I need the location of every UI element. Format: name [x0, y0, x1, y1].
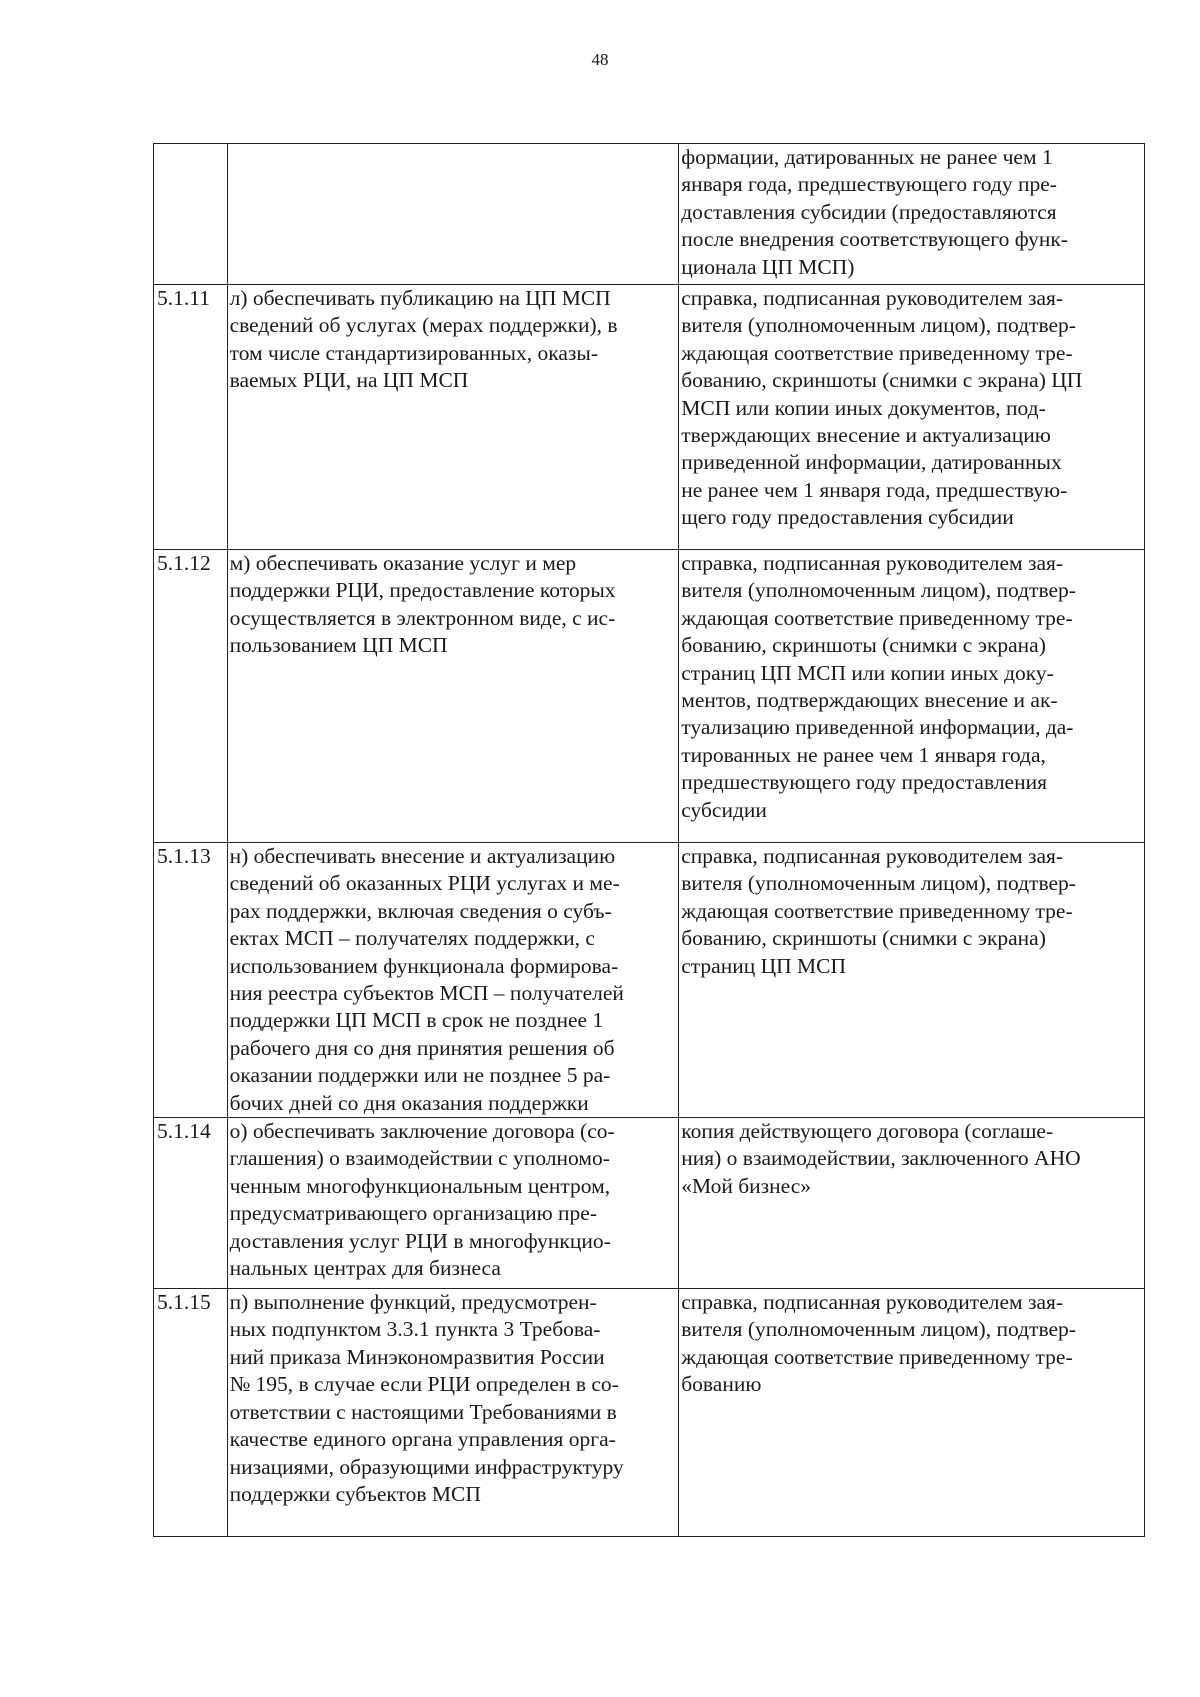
- document-text-line: справка, подписанная руководителем зая-: [681, 844, 1064, 868]
- requirement-text-line: осуществляется в электронном виде, с ис-: [229, 605, 616, 630]
- item-number-cell: 5.1.15: [154, 1289, 228, 1537]
- item-number-cell: 5.1.13: [154, 843, 228, 1118]
- requirement-text-line: оказании поддержки или не позднее 5 ра-: [229, 1063, 611, 1088]
- requirement-text-line: н) обеспечивать внесение и актуализацию: [229, 844, 616, 868]
- requirement-text-line: предусматривающего организацию пре-: [229, 1201, 597, 1226]
- requirement-text-line: глашения) о взаимодействии с уполномо-: [229, 1146, 610, 1171]
- item-number-cell: 5.1.14: [154, 1118, 228, 1289]
- document-text-line: тверждающих внесение и актуализацию: [681, 423, 1051, 448]
- requirement-text-line: л) обеспечивать публикацию на ЦП МСП: [229, 286, 611, 310]
- requirement-text-line: качестве единого органа управления орга-: [229, 1427, 616, 1452]
- requirement-text-line: ния реестра субъектов МСП – получателей: [229, 981, 624, 1006]
- document-text-line: вителя (уполномоченным лицом), подтвер-: [681, 313, 1076, 338]
- document-text-line: ждающая соответствие приведенному тре-: [681, 340, 1073, 365]
- requirement-text-line: низациями, образующими инфраструктуру: [229, 1454, 624, 1479]
- table-row: [154, 1118, 1145, 1289]
- requirement-text-line: ответствии с настоящими Требованиями в: [229, 1399, 617, 1424]
- requirement-text-line: поддержки ЦП МСП в срок не позднее 1: [229, 1008, 604, 1033]
- document-text-line: бованию, скриншоты (снимки с экрана) ЦП: [681, 368, 1083, 393]
- requirement-text-line: использованием функционала формирова-: [229, 953, 619, 978]
- table-row: [154, 144, 1145, 285]
- requirement-text-line: рабочего дня со дня принятия решения об: [229, 1035, 615, 1060]
- document-text-line: ния) о взаимодействии, заключенного АНО: [681, 1146, 1081, 1171]
- requirement-cell: [227, 144, 679, 285]
- document-text-line: бованию, скриншоты (снимки с экрана): [681, 926, 1046, 951]
- table-row: [154, 843, 1145, 1118]
- requirement-text-line: пользованием ЦП МСП: [229, 633, 448, 658]
- requirement-text-line: поддержки субъектов МСП: [229, 1481, 481, 1506]
- document-text-line: бованию: [681, 1372, 762, 1397]
- requirement-text-line: ний приказа Минэкономразвития России: [229, 1344, 605, 1369]
- document-text-line: ментов, подтверждающих внесение и ак-: [681, 688, 1058, 713]
- item-number-cell: [154, 144, 228, 285]
- requirement-cell: [227, 1289, 679, 1537]
- document-text-line: тированных не ранее чем 1 января года,: [681, 742, 1046, 767]
- page-number: 48: [591, 50, 609, 69]
- document-cell: [679, 843, 1145, 1118]
- requirement-cell: [227, 843, 679, 1118]
- requirement-text-line: сведений об услугах (мерах поддержки), в: [229, 313, 618, 338]
- table-row: [154, 285, 1145, 550]
- document-text-line: субсидии: [681, 797, 767, 822]
- requirement-text-line: ектах МСП – получателях поддержки, с: [229, 926, 595, 951]
- document-text-line: не ранее чем 1 января года, предшествую-: [681, 477, 1068, 502]
- requirements-table: [153, 143, 1145, 1537]
- requirement-text-line: ваемых РЦИ, на ЦП МСП: [229, 368, 469, 393]
- requirement-text-line: № 195, в случае если РЦИ определен в со-: [229, 1372, 619, 1397]
- document-text-line: МСП или копии иных документов, под-: [681, 395, 1046, 420]
- requirements-table-body: [154, 144, 1145, 1537]
- document-text-line: приведенной информации, датированных: [681, 450, 1062, 475]
- document-text-line: бованию, скриншоты (снимки с экрана): [681, 633, 1046, 658]
- requirement-cell: [227, 285, 679, 550]
- document-text-line: страниц ЦП МСП: [681, 953, 847, 978]
- document-text-line: января года, предшествующего году пре-: [681, 172, 1057, 197]
- table-row: [154, 1289, 1145, 1537]
- document-text-line: справка, подписанная руководителем зая-: [681, 286, 1064, 310]
- document-text-line: страниц ЦП МСП или копии иных доку-: [681, 660, 1054, 685]
- document-text-line: после внедрения соответствующего функ-: [681, 227, 1068, 252]
- requirement-text-line: сведений об оказанных РЦИ услугах и ме-: [229, 871, 620, 896]
- document-text-line: доставления субсидии (предоставляются: [681, 199, 1057, 224]
- document-text-line: ционала ЦП МСП): [681, 254, 855, 279]
- document-text-line: справка, подписанная руководителем зая-: [681, 1290, 1064, 1315]
- requirement-cell: [227, 550, 679, 843]
- item-number-cell: 5.1.11: [154, 285, 228, 550]
- document-cell: [679, 144, 1145, 285]
- document-text-line: справка, подписанная руководителем зая-: [681, 551, 1064, 575]
- document-text-line: щего году предоставления субсидии: [681, 505, 1014, 530]
- document-text-line: вителя (уполномоченным лицом), подтвер-: [681, 871, 1076, 896]
- requirement-text-line: м) обеспечивать оказание услуг и мер: [229, 551, 577, 575]
- document-text-line: формации, датированных не ранее чем 1: [681, 145, 1053, 169]
- document-text-line: предшествующего году предоставления: [681, 770, 1047, 795]
- requirement-text-line: о) обеспечивать заключение договора (со-: [229, 1119, 615, 1144]
- requirement-text-line: нальных центрах для бизнеса: [229, 1256, 501, 1281]
- requirement-text-line: доставления услуг РЦИ в многофункцио-: [229, 1228, 611, 1253]
- requirement-text-line: том числе стандартизированных, оказы-: [229, 340, 599, 365]
- document-cell: [679, 550, 1145, 843]
- document-text-line: «Мой бизнес»: [681, 1173, 812, 1198]
- requirement-text-line: ных подпунктом 3.3.1 пункта 3 Требова-: [229, 1317, 601, 1342]
- requirement-cell: [227, 1118, 679, 1289]
- document-cell: [679, 1289, 1145, 1537]
- document-text-line: ждающая соответствие приведенному тре-: [681, 605, 1073, 630]
- document-text-line: вителя (уполномоченным лицом), подтвер-: [681, 1317, 1076, 1342]
- requirement-text-line: рах поддержки, включая сведения о субъ-: [229, 898, 612, 923]
- document-cell: [679, 1118, 1145, 1289]
- requirement-text-line: ченным многофункциональным центром,: [229, 1173, 611, 1198]
- requirement-text-line: поддержки РЦИ, предоставление которых: [229, 578, 616, 603]
- document-cell: [679, 285, 1145, 550]
- document-text-line: ждающая соответствие приведенному тре-: [681, 1344, 1073, 1369]
- document-text-line: вителя (уполномоченным лицом), подтвер-: [681, 578, 1076, 603]
- requirement-text-line: бочих дней со дня оказания поддержки: [229, 1090, 589, 1115]
- document-text-line: ждающая соответствие приведенному тре-: [681, 898, 1073, 923]
- document-text-line: копия действующего договора (соглаше-: [681, 1119, 1054, 1144]
- table-row: [154, 550, 1145, 843]
- document-text-line: туализацию приведенной информации, да-: [681, 715, 1074, 740]
- item-number-cell: 5.1.12: [154, 550, 228, 843]
- requirement-text-line: п) выполнение функций, предусмотрен-: [229, 1290, 597, 1315]
